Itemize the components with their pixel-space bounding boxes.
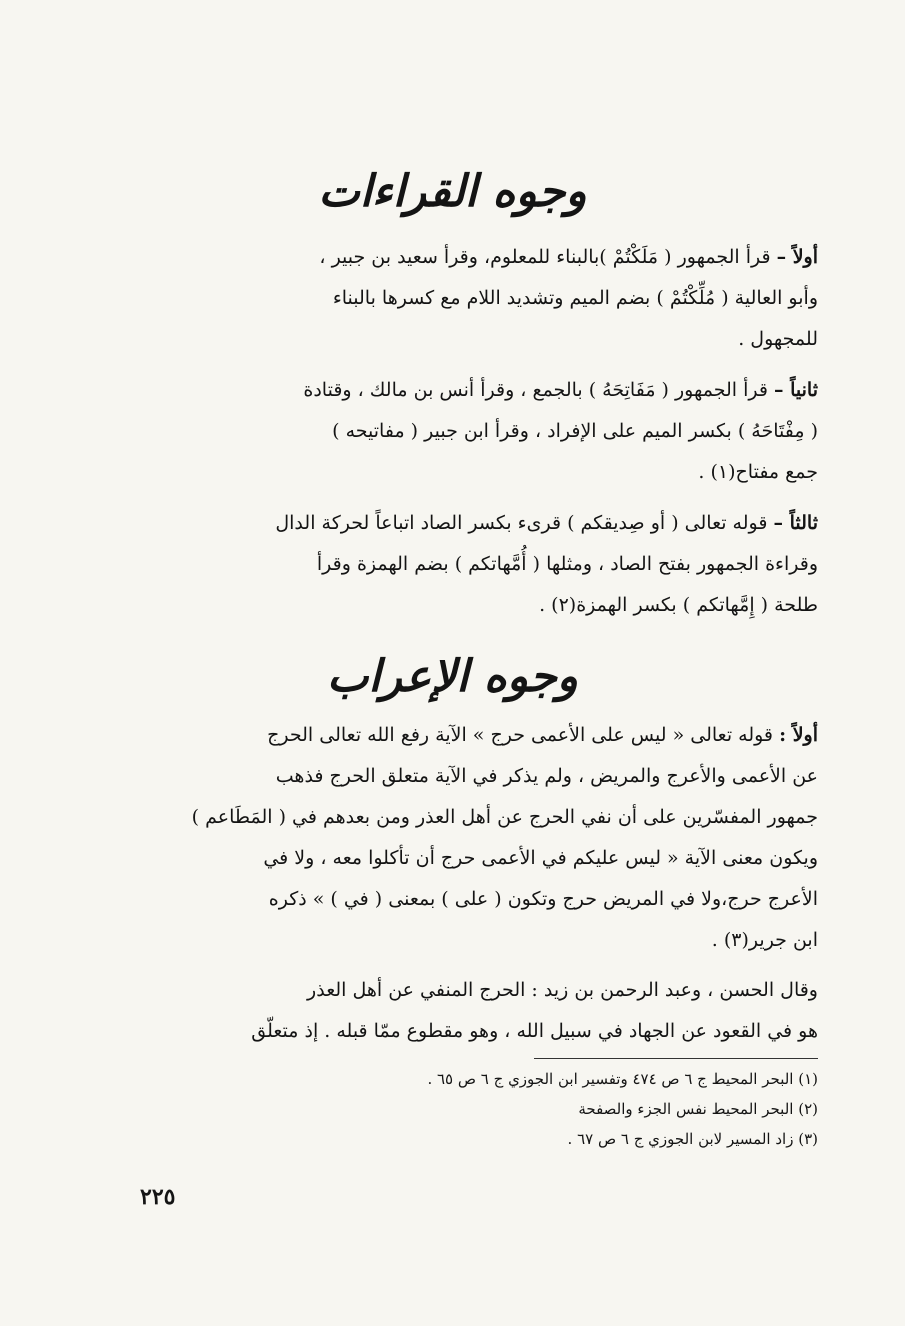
- paragraph-line: جمهور المفسّرين على أن نفي الحرج عن أهل العذر ومن بعدهم في ( المَطَاعم ): [191, 806, 818, 828]
- paragraph-line: للمجهول .: [738, 328, 818, 350]
- section-heading-readings: وجوه القراءات: [318, 166, 587, 217]
- footnotes: [268, 1064, 818, 1154]
- paragraph-lead: ثالثاً –: [773, 512, 818, 534]
- paragraph-line: ويكون معنى الآية « ليس عليكم في الأعمى حرج أن تأكلوا معه ، ولا في: [263, 847, 818, 869]
- paragraph-line: [138, 237, 818, 278]
- paragraph-readings-first: [138, 237, 818, 360]
- paragraph-lead: ثانياً –: [773, 379, 818, 401]
- paragraph-readings-third: [138, 503, 818, 626]
- paragraph-lead: أولاً :: [779, 724, 818, 746]
- paragraph-line: الأعرج حرج،ولا في المريض حرج وتكون ( على ) بمعنى ( في ) » ذكره: [268, 888, 818, 910]
- paragraph-line: طلحة ( إِمَّهاتكم ) بكسر الهمزة(٢) .: [539, 594, 818, 616]
- paragraph-line: ( مِفْتَاحَهُ ) بكسر الميم على الإفراد ، وقرأ ابن جبير ( مفاتيحه ): [332, 420, 818, 442]
- paragraph-line: وأبو العالية ( مُلِّكْتُمْ ) بضم الميم وتشديد اللام مع كسرها بالبناء: [332, 287, 818, 309]
- paragraph-text: قوله تعالى ( أو صِديقكم ) قرىء بكسر الصاد اتباعاً لحركة الدال: [275, 512, 768, 534]
- paragraph-readings-second: [138, 370, 818, 493]
- paragraph-line: جمع مفتاح(١) .: [698, 461, 818, 483]
- paragraph-line: [138, 503, 818, 544]
- paragraph-line: وقال الحسن ، وعبد الرحمن بن زيد : الحرج المنفي عن أهل العذر: [307, 979, 818, 1001]
- paragraph-line: عن الأعمى والأعرج والمريض ، ولم يذكر في الآية متعلق الحرج فذهب: [275, 765, 818, 787]
- footnote-divider: [534, 1058, 818, 1059]
- paragraph-line: وقراءة الجمهور بفتح الصاد ، ومثلها ( أُمَّهاتكم ) بضم الهمزة وقرأ: [316, 553, 818, 575]
- page-number: ٢٢٥: [140, 1184, 176, 1210]
- paragraph-lead: أولاً –: [776, 246, 818, 268]
- paragraph-line: ابن جرير(٣) .: [711, 929, 818, 951]
- paragraph-text: قوله تعالى « ليس على الأعمى حرج » الآية رفع الله تعالى الحرج: [267, 724, 774, 746]
- paragraph-parsing-second: [138, 970, 818, 1052]
- footnote-item: (٢) البحر المحيط نفس الجزء والصفحة: [578, 1100, 818, 1118]
- footnote-item: (١) البحر المحيط ج ٦ ص ٤٧٤ وتفسير ابن الجوزي ج ٦ ص ٦٥ .: [427, 1070, 818, 1088]
- paragraph-line: [138, 715, 818, 756]
- section-heading-parsing: وجوه الإعراب: [326, 651, 579, 702]
- paragraph-parsing-first: [138, 715, 818, 961]
- paragraph-text: قرأ الجمهور ( مَفَاتِحَهُ ) بالجمع ، وقرأ أنس بن مالك ، وقتادة: [303, 379, 768, 401]
- footnote-item: (٣) زاد المسير لابن الجوزي ج ٦ ص ٦٧ .: [567, 1130, 818, 1148]
- paragraph-line: هو في القعود عن الجهاد في سبيل الله ، وهو مقطوع ممّا قبله . إذ متعلّق: [251, 1020, 818, 1042]
- paragraph-line: [138, 370, 818, 411]
- paragraph-text: قرأ الجمهور ( مَلَكْتُمْ )بالبناء للمعلوم، وقرأ سعيد بن جبير ،: [319, 246, 771, 268]
